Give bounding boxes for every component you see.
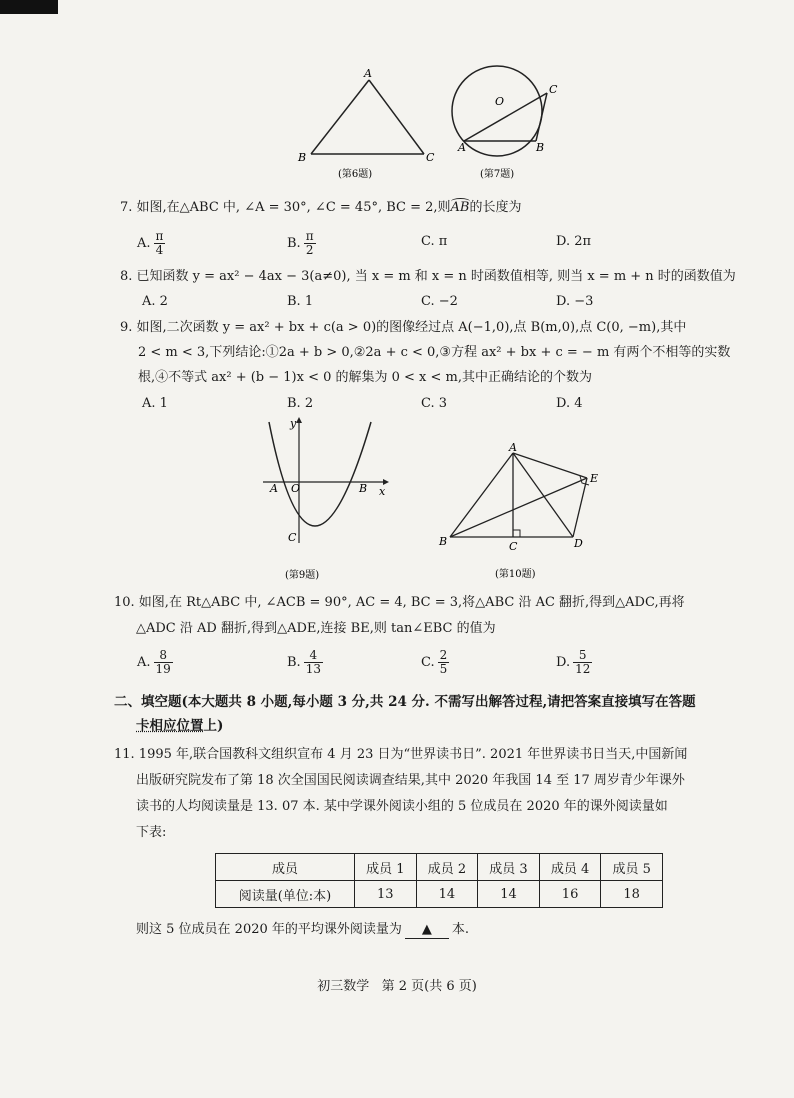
q7-option-d: D. 2π — [556, 234, 592, 249]
fig6-label-a: A — [364, 67, 372, 80]
q8-option-c: C. −2 — [421, 294, 458, 309]
table-header-cell: 成员 3 — [478, 854, 540, 881]
fig7-chord-ac — [464, 93, 547, 141]
table-cell: 13 — [355, 881, 417, 908]
fig6-side-ac — [369, 80, 424, 154]
fig10-seg-ed — [573, 478, 587, 537]
fig9-parabola — [269, 422, 371, 526]
figure-6 — [290, 65, 440, 185]
q8-option-a: A. 2 — [142, 294, 168, 309]
q9-line-2: 2 < m < 3,下列结论:①2a + b > 0,②2a + c < 0,③方程 ax² + bx + c = − m 有两个不相等的实数 — [138, 345, 731, 360]
table-header-row — [216, 854, 663, 881]
section-2-header: 二、填空题(本大题共 8 小题,每小题 3 分,共 24 分. 不需写出解答过程,请把答案直接填写在答题 — [114, 694, 696, 710]
fig10-seg-ae — [513, 453, 587, 478]
figure-7 — [445, 63, 560, 185]
reading-table — [215, 853, 663, 908]
table-row-label: 阅读量(单位:本) — [216, 881, 355, 908]
q8-option-b: B. 1 — [287, 294, 314, 309]
fig9-y-arrow — [296, 417, 302, 423]
table-cell: 16 — [539, 881, 601, 908]
figure-10 — [435, 440, 610, 583]
fig10-label-a: A — [509, 441, 517, 454]
q7-text: 7. 如图,在△ABC 中, ∠A = 30°, ∠C = 45°, BC = 2,则 — [120, 200, 451, 215]
q10-option-a: A. $\frac{8}{19}$ — [137, 648, 171, 676]
q11-line-3: 读书的人均阅读量是 13. 07 本. 某中学课外阅读小组的 5 位成员在 2020 年的课外阅读量如 — [136, 799, 668, 814]
fig9-label-o: O — [291, 482, 301, 495]
fig10-seg-ad — [513, 453, 573, 537]
q9-option-d: D. 4 — [556, 396, 583, 411]
fig10-label-e: E — [590, 472, 599, 485]
fig10-seg-ab — [450, 453, 513, 537]
q9-line-3: 根,④不等式 ax² + (b − 1)x < 0 的解集为 0 < x < m,其中正确结论的个数为 — [138, 370, 593, 385]
figure-9 — [255, 415, 390, 583]
q10-option-c: C. $\frac{2}{5}$ — [421, 648, 448, 676]
fig9-label-a: A — [270, 482, 278, 495]
q7-option-b: B. $\frac{\pi}{2}$ — [287, 229, 314, 257]
fig10-caption: (第10题) — [495, 569, 536, 580]
q9-option-c: C. 3 — [421, 396, 448, 411]
q10-line-1: 10. 如图,在 Rt△ABC 中, ∠ACB = 90°, AC = 4, BC = 3,将△ABC 沿 AC 翻折,得到△ADC,再将 — [114, 595, 685, 610]
fig6-caption: (第6题) — [338, 169, 373, 180]
fig7-caption: (第7题) — [480, 169, 515, 180]
table-header-cell: 成员 4 — [539, 854, 601, 881]
question-7 — [120, 196, 522, 220]
section-2-header-cont: 卡相应位置上) — [136, 718, 224, 734]
table-cell: 18 — [601, 881, 663, 908]
fig9-label-c: C — [288, 531, 297, 544]
table-header-cell: 成员 5 — [601, 854, 663, 881]
q7-tail: 的长度为 — [469, 200, 522, 215]
table-row — [216, 881, 663, 908]
table-cell: 14 — [416, 881, 478, 908]
q10-line-2: △ADC 沿 AD 翻折,得到△ADE,连接 BE,则 tan∠EBC 的值为 — [136, 621, 496, 636]
q11-answer-line: 则这 5 位成员在 2020 年的平均课外阅读量为 ▲ 本. — [136, 922, 470, 937]
fig10-label-b: B — [439, 535, 448, 548]
fig10-label-d: D — [574, 537, 583, 550]
q9-line-1: 9. 如图,二次函数 y = ax² + bx + c(a > 0)的图像经过点 A(−1,0),点 B(m,0),点 C(0, −m),其中 — [120, 320, 687, 335]
answer-blank: ▲ — [405, 922, 449, 939]
q11-line-1: 11. 1995 年,联合国教科文组织宣布 4 月 23 日为“世界读书日”. 2021 年世界读书日当天,中国新闻 — [114, 747, 688, 762]
q7-option-a: A. $\frac{\pi}{4}$ — [137, 229, 164, 257]
fig7-chord-bc — [536, 93, 547, 141]
table-header-cell: 成员 2 — [416, 854, 478, 881]
fig10-label-c: C — [509, 540, 518, 553]
q11-line-2: 出版研究院发布了第 18 次全国国民阅读调查结果,其中 2020 年我国 14 至 17 周岁青少年课外 — [136, 773, 685, 788]
q10-option-d: D. $\frac{5}{12}$ — [556, 648, 591, 676]
fig9-label-y: y — [290, 417, 297, 430]
page-footer: 初三数学 第 2 页(共 6 页) — [317, 979, 477, 994]
q9-option-a: A. 1 — [142, 396, 168, 411]
fig7-label-o: O — [495, 95, 505, 108]
fig7-label-c: C — [549, 83, 558, 96]
q10-option-b: B. $\frac{4}{13}$ — [287, 648, 321, 676]
fig6-side-ab — [311, 80, 369, 154]
fig9-label-b: B — [359, 482, 368, 495]
fig7-label-a: A — [458, 141, 466, 154]
fig7-label-b: B — [536, 141, 545, 154]
table-cell: 14 — [478, 881, 540, 908]
fig9-label-x: x — [379, 485, 386, 498]
question-8: 8. 已知函数 y = ax² − 4ax − 3(a≠0), 当 x = m 和 x = n 时函数值相等, 则当 x = m + n 时的函数值为 — [120, 269, 736, 284]
q9-option-b: B. 2 — [287, 396, 314, 411]
q7-arc: AB — [450, 200, 470, 215]
scan-corner-mark — [0, 0, 58, 14]
table-header-cell: 成员 1 — [355, 854, 417, 881]
fig6-label-c: C — [426, 151, 435, 164]
fig9-caption: (第9题) — [285, 570, 320, 581]
table-header-cell: 成员 — [216, 854, 355, 881]
q8-option-d: D. −3 — [556, 294, 594, 309]
q11-line-4: 下表: — [136, 825, 167, 840]
q7-option-c: C. π — [421, 234, 448, 249]
fig10-right-angle-c — [513, 530, 520, 537]
fig6-label-b: B — [298, 151, 307, 164]
